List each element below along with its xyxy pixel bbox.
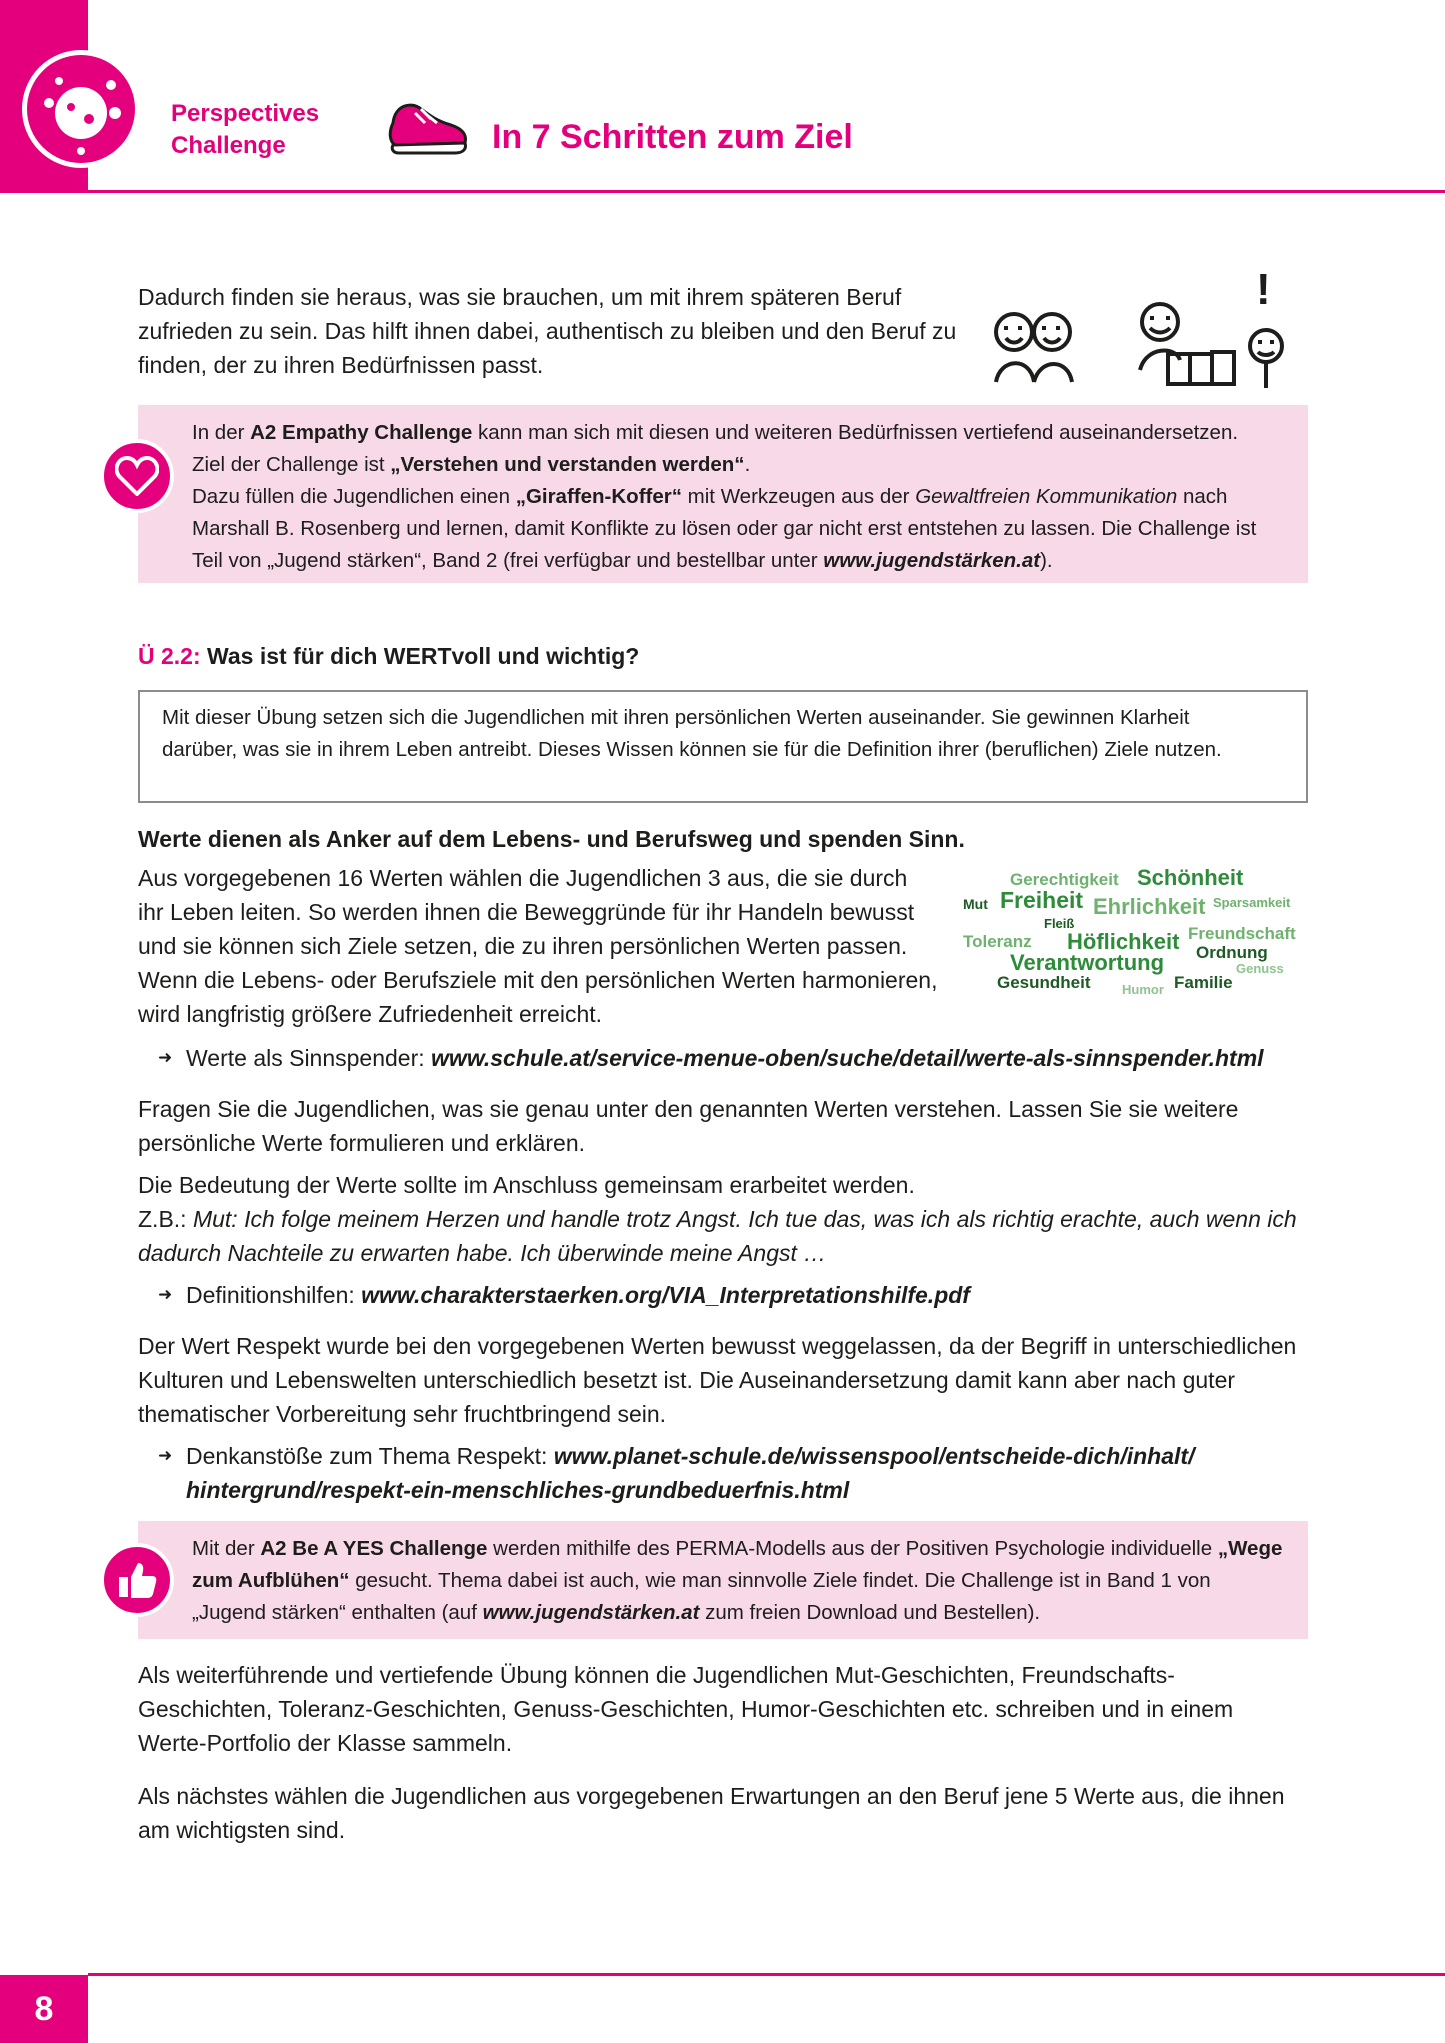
heart-icon bbox=[100, 439, 174, 513]
next-paragraph: Als nächstes wählen die Jugendlichen aus vorgegebenen Erwartungen an den Beruf jene 5 Werte aus, die ihnen am wichtigsten sind. bbox=[138, 1783, 1285, 1843]
arrow-icon: ➜ bbox=[158, 1048, 173, 1067]
arrow-icon: ➜ bbox=[158, 1285, 173, 1304]
word-fleiss: Fleiß bbox=[1044, 916, 1075, 931]
further-paragraph: Als weiterführende und vertiefende Übung können die Jugendlichen Mut-Geschichten, Freundschafts-Geschichten, Toleranz-Geschichten, Genuss-Geschichten, Humor-Geschichten etc. schreiben und in einem Werte-Portfolio der Klasse sammeln. bbox=[138, 1662, 1234, 1756]
example-prefix: Z.B.: bbox=[138, 1206, 193, 1232]
kids-illustration bbox=[990, 270, 1300, 395]
text-run: Ziel der Challenge ist bbox=[192, 453, 391, 476]
page-title: In 7 Schritten zum Ziel bbox=[492, 118, 853, 156]
yes-box-text bbox=[192, 1533, 1288, 1629]
text-run: Dazu füllen die Jugendlichen einen bbox=[192, 485, 516, 508]
text-run: In der bbox=[192, 421, 251, 444]
sinnspender-link[interactable]: www.schule.at/service-menue-oben/suche/detail/werte-als-sinnspender.html bbox=[431, 1045, 1264, 1071]
meaning-line: Die Bedeutung der Werte sollte im Anschluss gemeinsam erarbeitet werden. bbox=[138, 1172, 915, 1198]
bullet-text bbox=[158, 1278, 1308, 1312]
arrow-icon: ➜ bbox=[158, 1446, 173, 1465]
word-ehrlichkeit: Ehrlichkeit bbox=[1093, 894, 1206, 919]
respekt-link-part-1[interactable]: www.planet-schule.de/wissenspool/entscheide-dich/inhalt/ bbox=[553, 1443, 1195, 1469]
respect-paragraph: Der Wert Respekt wurde bei den vorgegebenen Werten bewusst weggelassen, da der Begriff in unterschiedlichen Kulturen und Lebenswelten unterschiedlich besetzt ist. Die Auseinandersetzung damit kann aber nach guter thematischer Vorbereitung sehr fruchtbringend sein. bbox=[138, 1333, 1297, 1427]
word-familie: Familie bbox=[1174, 973, 1233, 992]
brand-name bbox=[171, 98, 319, 162]
empathy-challenge-box bbox=[138, 405, 1308, 583]
challenge-goal: „Verstehen und verstanden werden“ bbox=[390, 453, 745, 476]
text-run: Mit der bbox=[192, 1537, 261, 1560]
thumbs-up-icon bbox=[100, 1543, 174, 1617]
footer-rule bbox=[88, 1973, 1445, 1976]
exercise-box-text: Mit dieser Übung setzen sich die Jugendlichen mit ihren persönlichen Werten auseinander. Sie gewinnen Klarheit darüber, was sie in ihrem Leben antreibt. Dieses Wissen können sie für die Definition ihrer (beruflichen) Ziele nutzen. bbox=[162, 706, 1222, 761]
header-rule bbox=[88, 190, 1445, 193]
exclamation-glyph: ! bbox=[1256, 270, 1271, 314]
bullet-label: Werte als Sinnspender: bbox=[186, 1045, 432, 1071]
planet-logo-icon bbox=[22, 50, 140, 168]
bullet-sinnspender bbox=[158, 1041, 1308, 1075]
empathy-line-1 bbox=[192, 417, 1288, 449]
word-gesundheit: Gesundheit bbox=[997, 973, 1091, 992]
word-toleranz: Toleranz bbox=[963, 932, 1032, 951]
empathy-box-text bbox=[192, 417, 1288, 577]
challenge-name: A2 Be A YES Challenge bbox=[260, 1537, 488, 1560]
values-word-cloud bbox=[960, 865, 1300, 1000]
bullet-text bbox=[158, 1439, 1308, 1507]
values-heading: Werte dienen als Anker auf dem Lebens- und Berufsweg und spenden Sinn. bbox=[138, 826, 965, 852]
word-freundschaft: Freundschaft bbox=[1188, 924, 1296, 943]
gfk-term: Gewaltfreien Kommunikation bbox=[915, 485, 1178, 508]
word-humor: Humor bbox=[1122, 982, 1164, 997]
page-number: 8 bbox=[0, 1975, 88, 2043]
ask-paragraph: Fragen Sie die Jugendlichen, was sie genau unter den genannten Werten verstehen. Lassen Sie sie weitere persönliche Werte formulieren und erklären. bbox=[138, 1096, 1239, 1156]
text-run: nach Marshall B. Rosenberg und lernen, damit Konflikte zu lösen oder gar nicht erst entstehen zu lassen. Die Challenge ist Teil von „Jugend stärken“, Band 2 (frei verfügbar und bestellbar unter bbox=[192, 485, 1257, 572]
word-ordnung: Ordnung bbox=[1196, 943, 1268, 962]
respekt-link-part-2[interactable]: hintergrund/respekt-ein-menschliches-grundbeduerfnis.html bbox=[186, 1477, 850, 1503]
exercise-heading bbox=[138, 643, 639, 670]
bullet-respekt bbox=[158, 1439, 1308, 1507]
exercise-title: Was ist für dich WERTvoll und wichtig? bbox=[200, 643, 640, 669]
text-run: werden mithilfe des PERMA-Modells aus der Positiven Psychologie individuelle bbox=[487, 1537, 1218, 1560]
example-paragraph bbox=[138, 1202, 1308, 1270]
example-text: Mut: Ich folge meinem Herzen und handle trotz Angst. Ich tue das, was ich als richtig erachte, auch wenn ich dadurch Nachteile zu erwarten habe. Ich überwinde meine Angst … bbox=[138, 1206, 1297, 1266]
word-freiheit: Freiheit bbox=[1000, 887, 1084, 913]
empathy-line-2 bbox=[192, 449, 1288, 481]
bloom-term: „Wege zum Aufblühen“ bbox=[192, 1537, 1283, 1592]
bullet-label: Definitionshilfen: bbox=[186, 1282, 362, 1308]
text-run: kann man sich mit diesen und weiteren Bedürfnissen vertiefend auseinandersetzen. bbox=[472, 421, 1239, 444]
jugendstaerken-link[interactable]: www.jugendstärken.at bbox=[482, 1601, 700, 1624]
values-paragraph: Aus vorgegebenen 16 Werten wählen die Jugendlichen 3 aus, die sie durch ihr Leben leiten. So werden ihnen die Beweggründe für ihr Handeln bewusst und sie können sich Ziele setzen, die zu ihren persönlichen Werten passen. Wenn die Lebens- oder Berufsziele mit den persönlichen Werten harmonieren, wird langfristig größere Zufriedenheit erreicht. bbox=[138, 865, 938, 1027]
jugendstaerken-link[interactable]: www.jugendstärken.at bbox=[823, 549, 1041, 572]
bullet-label: Denkanstöße zum Thema Respekt: bbox=[186, 1443, 554, 1469]
bullet-text bbox=[158, 1041, 1308, 1075]
word-gerechtigkeit: Gerechtigkeit bbox=[1010, 870, 1119, 889]
word-mut: Mut bbox=[963, 896, 988, 912]
challenge-name: A2 Empathy Challenge bbox=[250, 421, 473, 444]
exercise-description-box bbox=[138, 690, 1308, 803]
definitionshilfen-link[interactable]: www.charakterstaerken.org/VIA_Interpretationshilfe.pdf bbox=[361, 1282, 970, 1308]
word-genuss: Genuss bbox=[1236, 961, 1284, 976]
text-run: zum freien Download und Bestellen). bbox=[699, 1601, 1041, 1624]
bullet-definitionshilfen bbox=[158, 1278, 1308, 1312]
brand-line-1: Perspectives bbox=[171, 100, 320, 127]
text-run: gesucht. Thema dabei ist auch, wie man sinnvolle Ziele findet. Die Challenge ist in Band 1 von „Jugend stärken“ enthalten (auf bbox=[192, 1569, 1211, 1624]
text-run: . bbox=[744, 453, 751, 476]
yes-challenge-box bbox=[138, 1521, 1308, 1639]
word-sparsamkeit: Sparsamkeit bbox=[1213, 895, 1291, 910]
text-run: mit Werkzeugen aus der bbox=[681, 485, 916, 508]
word-hoeflichkeit: Höflichkeit bbox=[1067, 929, 1180, 954]
brand-line-2: Challenge bbox=[171, 132, 286, 159]
empathy-paragraph-3 bbox=[192, 481, 1288, 577]
word-schoenheit: Schönheit bbox=[1137, 865, 1244, 890]
sneaker-icon bbox=[385, 95, 471, 166]
text-run: ). bbox=[1040, 549, 1053, 572]
giraffe-case-term: „Giraffen-Koffer“ bbox=[515, 485, 682, 508]
exercise-number: Ü 2.2: bbox=[138, 643, 201, 669]
word-verantwortung: Verantwortung bbox=[1010, 950, 1165, 975]
intro-paragraph: Dadurch finden sie heraus, was sie brauchen, um mit ihrem späteren Beruf zufrieden zu sein. Das hilft ihnen dabei, authentisch zu bleiben und den Beruf zu finden, der zu ihren Bedürfnissen passt. bbox=[138, 284, 957, 378]
